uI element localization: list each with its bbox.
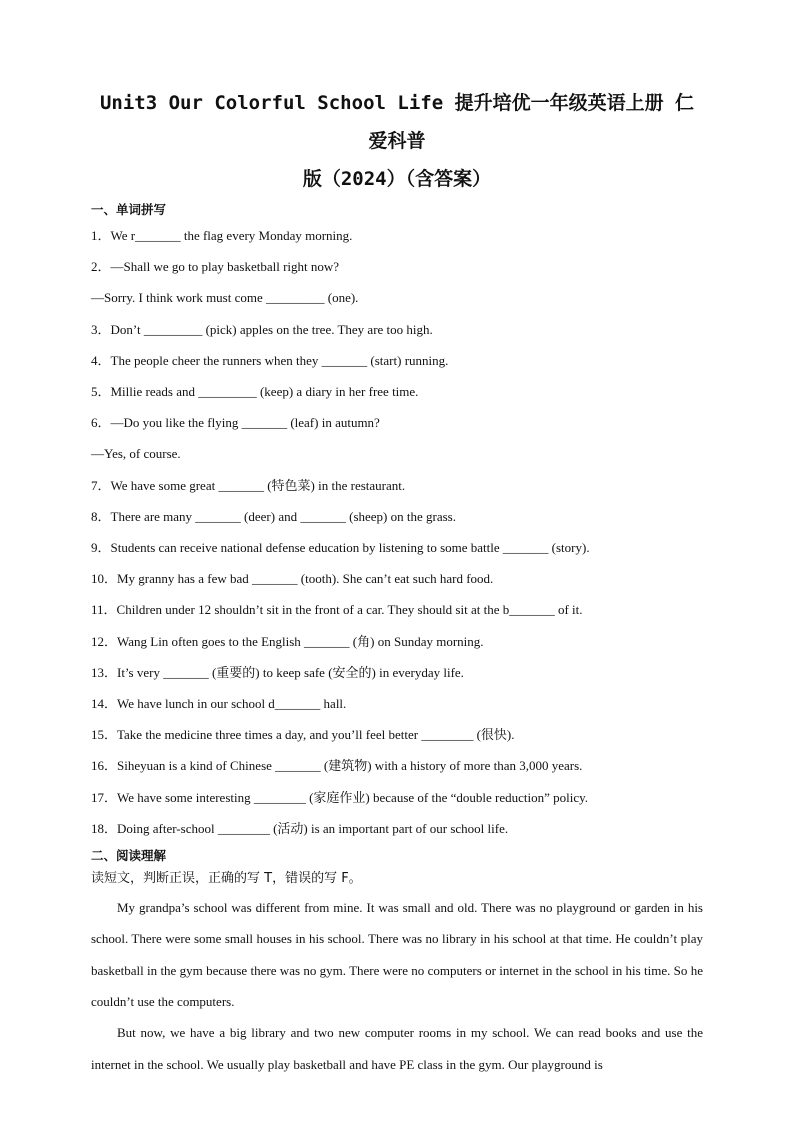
question-item: 18．Doing after-school ________ (活动) is an important part of our school life.: [91, 820, 509, 836]
question-item: 2．—Shall we go to play basketball right now?: [91, 259, 340, 275]
question-item: 17．We have some interesting ________ (家庭作业) because of the “double reduction” policy.: [91, 789, 589, 805]
worksheet-page: [91, 84, 703, 1080]
question-item: 3．Don’t _________ (pick) apples on the tree. They are too high.: [91, 321, 433, 337]
question-item: 15．Take the medicine three times a day, and you’ll feel better ________ (很快).: [91, 727, 515, 743]
reading-passage: [91, 892, 703, 1080]
page-title: [91, 84, 703, 198]
question-item: 1．We r_______ the flag every Monday morning.: [91, 228, 353, 243]
passage-paragraph: My grandpa’s school was different from mine. It was small and old. There was no playground or garden in his school. There were some small houses in his school. There was no library in his school at that time. He couldn’t play basketball in the gym because there was no gym. There were no computers or internet in the school in his time. So he couldn’t use the computers.: [91, 900, 703, 1009]
question-item: 16．Siheyuan is a kind of Chinese _______ (建筑物) with a history of more than 3,000 years.: [91, 758, 583, 774]
question-item: 6．—Do you like the flying _______ (leaf) in autumn?: [91, 415, 380, 431]
section-reading: [91, 846, 703, 1080]
passage-paragraph: But now, we have a big library and two new computer rooms in my school. We can read books and use the internet in the school. We usually play basketball and have PE class in the gym. Our playground is: [91, 1025, 703, 1072]
section-heading-word-spelling: 一、单词拼写: [91, 202, 167, 217]
question-item: 14．We have lunch in our school d_______ hall.: [91, 696, 347, 712]
question-item: 8．There are many _______ (deer) and _______ (sheep) on the grass.: [91, 508, 456, 524]
question-item: 7．We have some great _______ (特色菜) in the restaurant.: [91, 477, 406, 493]
title-line-2: 版（2024）（含答案）: [302, 168, 492, 190]
question-item: 4．The people cheer the runners when they _______ (start) running.: [91, 352, 449, 368]
question-item: 13．It’s very _______ (重要的) to keep safe (安全的) in everyday life.: [91, 664, 464, 680]
section-heading-reading: 二、阅读理解: [91, 848, 167, 864]
question-item: 10．My granny has a few bad _______ (tooth). She can’t eat such hard food.: [91, 571, 494, 587]
question-list: [91, 220, 703, 844]
question-item: 12．Wang Lin often goes to the English _______ (角) on Sunday morning.: [91, 633, 484, 649]
question-item: 11．Children under 12 shouldn’t sit in the front of a car. They should sit at the b_______ of it.: [91, 602, 583, 618]
section-word-spelling: [91, 200, 703, 844]
question-item: 5．Millie reads and _________ (keep) a diary in her free time.: [91, 384, 419, 400]
reading-instruction: 读短文，判断正误，正确的写 T，错误的写 F。: [91, 871, 362, 887]
title-line-1: Unit3 Our Colorful School Life 提升培优一年级英语上册 仁爱科普: [99, 92, 695, 152]
question-item: 9．Students can receive national defense education by listening to some battle _______ (story).: [91, 540, 590, 556]
question-item: —Yes, of course.: [91, 446, 181, 462]
question-item: —Sorry. I think work must come _________ (one).: [91, 290, 359, 306]
